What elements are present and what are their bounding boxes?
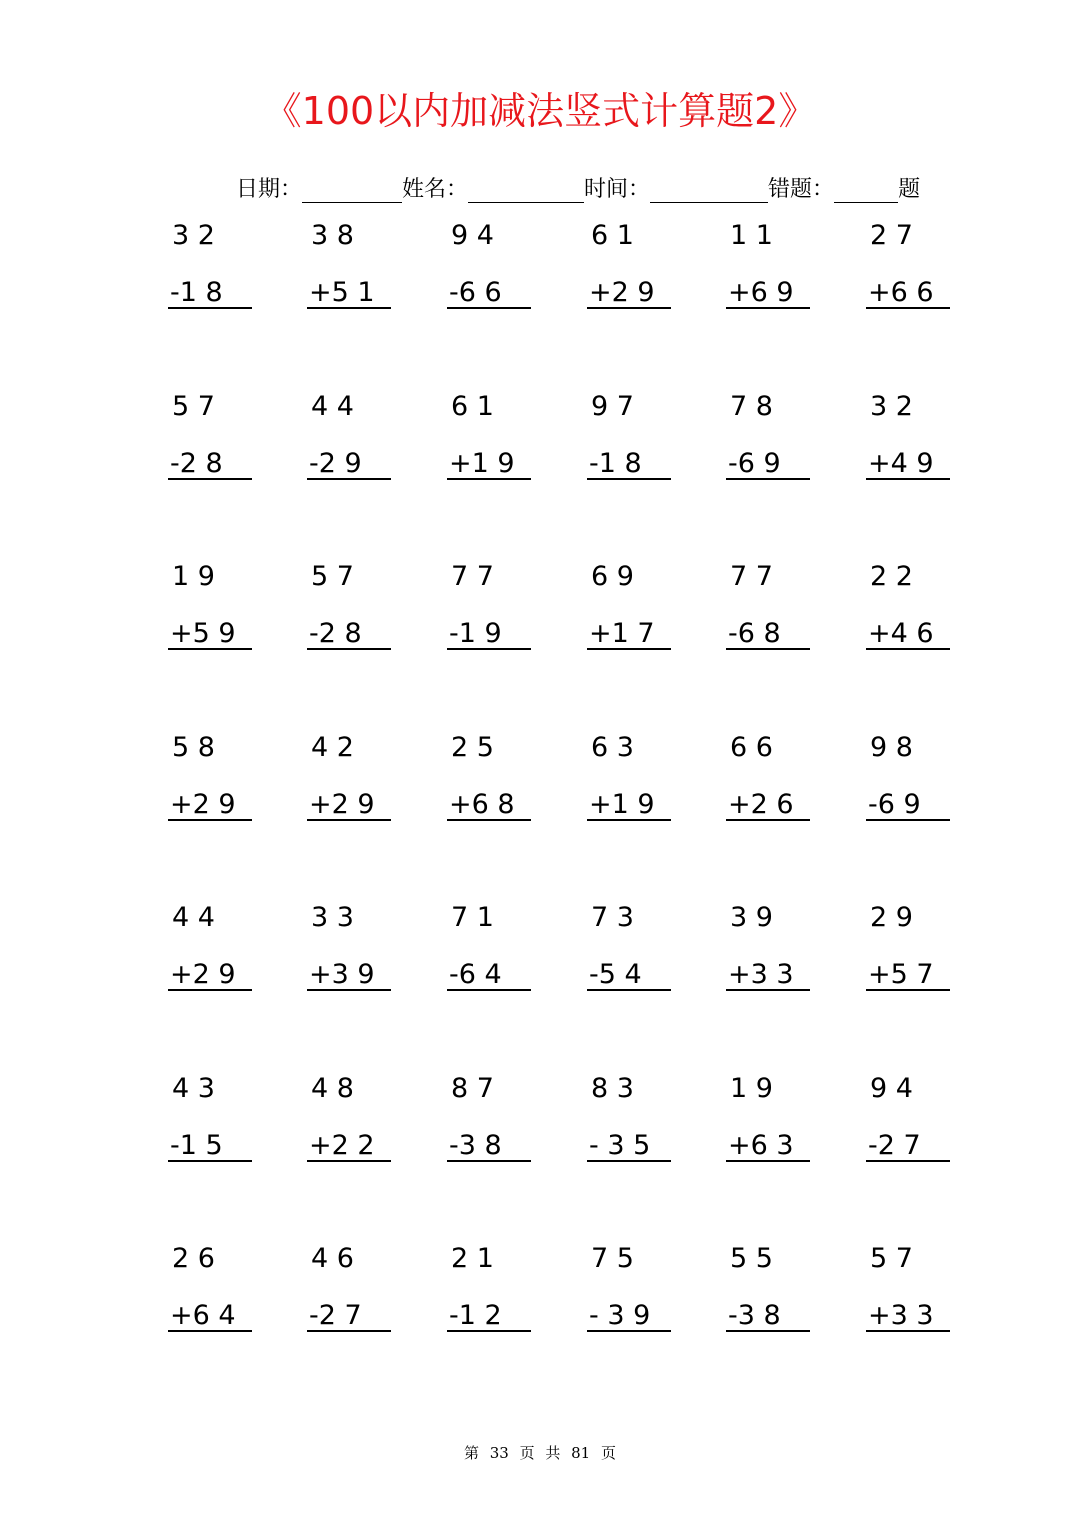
answer-line [726,478,810,480]
answer-line [587,819,671,821]
answer-line [307,307,391,309]
second-operand: -2 9 [309,447,362,479]
page-footer: 第 33 页 共 81 页 [463,1444,616,1462]
first-operand: 3 3 [311,902,354,933]
first-operand: 7 5 [591,1243,634,1274]
answer-line [726,648,810,650]
name-label: 姓名： [402,177,469,202]
answer-line [447,307,531,309]
first-operand: 6 1 [591,220,634,251]
answer-line [866,478,950,480]
second-operand: +2 9 [170,788,236,820]
answer-line [866,1160,950,1162]
first-operand: 6 1 [451,390,494,422]
second-operand: -3 8 [728,1300,781,1331]
first-operand: 5 7 [311,561,354,592]
second-operand: +1 9 [589,788,655,820]
first-operand: 8 3 [591,1072,634,1104]
first-operand: 3 2 [172,220,215,251]
answer-line [726,1330,810,1332]
page-title: 《100以内加减法竖式计算题2》 [263,89,817,133]
time-blank [650,176,768,203]
problem-row [0,385,1080,515]
answer-line [447,1330,531,1332]
first-operand: 2 9 [870,902,913,933]
errors-blank [834,176,898,203]
second-operand: +2 9 [309,788,375,820]
second-operand: +6 4 [170,1300,236,1331]
first-operand: 6 6 [730,731,773,763]
answer-line [866,1330,950,1332]
answer-line [447,478,531,480]
answer-line [587,648,671,650]
answer-line [587,1330,671,1332]
second-operand: - 3 5 [589,1129,651,1161]
time-label: 时间： [584,177,651,202]
first-operand: 2 1 [451,1243,494,1274]
first-operand: 9 7 [591,390,634,422]
first-operand: 4 8 [311,1072,354,1104]
first-operand: 7 1 [451,902,494,933]
answer-line [587,307,671,309]
first-operand: 3 8 [311,220,354,251]
answer-line [168,819,252,821]
answer-line [587,1160,671,1162]
first-operand: 3 2 [870,390,913,422]
second-operand: -1 2 [449,1300,502,1331]
answer-line [168,307,252,309]
first-operand: 2 7 [870,220,913,251]
first-operand: 3 9 [730,902,773,933]
first-operand: 4 2 [311,731,354,763]
first-operand: 5 7 [172,390,215,422]
first-operand: 9 4 [451,220,494,251]
problem-row [0,726,1080,856]
second-operand: +4 6 [868,618,934,649]
answer-line [447,989,531,991]
second-operand: +2 9 [170,959,236,990]
answer-line [168,989,252,991]
problem-row [0,1237,1080,1367]
second-operand: +5 1 [309,277,375,308]
first-operand: 5 5 [730,1243,773,1274]
first-operand: 4 4 [311,390,354,422]
second-operand: +6 9 [728,277,794,308]
answer-line [307,648,391,650]
second-operand: - 3 9 [589,1300,651,1331]
problem-row [0,896,1080,1026]
answer-line [168,1160,252,1162]
second-operand: +1 7 [589,618,655,649]
second-operand: -1 8 [170,277,223,308]
answer-line [168,1330,252,1332]
first-operand: 1 1 [730,220,773,251]
answer-line [447,1160,531,1162]
answer-line [726,307,810,309]
errors-unit: 题 [898,177,921,202]
first-operand: 6 9 [591,561,634,592]
first-operand: 4 6 [311,1243,354,1274]
problem-row [0,1067,1080,1197]
answer-line [587,478,671,480]
date-label: 日期： [236,177,303,202]
answer-line [307,1160,391,1162]
problem-row [0,214,1080,344]
answer-line [726,989,810,991]
second-operand: +2 9 [589,277,655,308]
first-operand: 5 8 [172,731,215,763]
second-operand: +3 3 [868,1300,934,1331]
answer-line [866,307,950,309]
name-blank [468,176,584,203]
answer-line [307,819,391,821]
first-operand: 5 7 [870,1243,913,1274]
second-operand: -2 8 [170,447,223,479]
answer-line [866,989,950,991]
second-operand: -2 7 [868,1129,921,1161]
first-operand: 2 6 [172,1243,215,1274]
header-fields [236,172,920,203]
second-operand: -5 4 [589,959,642,990]
problem-row [0,555,1080,685]
first-operand: 7 3 [591,902,634,933]
second-operand: +5 9 [170,618,236,649]
second-operand: -6 6 [449,277,502,308]
first-operand: 4 4 [172,902,215,933]
second-operand: +2 6 [728,788,794,820]
errors-label: 错题： [768,177,835,202]
answer-line [168,478,252,480]
second-operand: -3 8 [449,1129,502,1161]
first-operand: 7 8 [730,390,773,422]
second-operand: -6 4 [449,959,502,990]
second-operand: +6 3 [728,1129,794,1161]
answer-line [168,648,252,650]
answer-line [447,819,531,821]
problem-grid [0,214,1080,1364]
first-operand: 4 3 [172,1072,215,1104]
first-operand: 7 7 [451,561,494,592]
answer-line [447,648,531,650]
second-operand: +3 3 [728,959,794,990]
answer-line [307,1330,391,1332]
second-operand: +2 2 [309,1129,375,1161]
second-operand: -1 5 [170,1129,223,1161]
second-operand: -6 8 [728,618,781,649]
answer-line [587,989,671,991]
first-operand: 9 8 [870,731,913,763]
second-operand: -1 9 [449,618,502,649]
answer-line [726,819,810,821]
answer-line [866,648,950,650]
second-operand: +5 7 [868,959,934,990]
first-operand: 9 4 [870,1072,913,1104]
first-operand: 2 2 [870,561,913,592]
date-blank [302,176,402,203]
second-operand: +1 9 [449,447,515,479]
answer-line [307,989,391,991]
first-operand: 2 5 [451,731,494,763]
answer-line [866,819,950,821]
second-operand: -6 9 [728,447,781,479]
first-operand: 6 3 [591,731,634,763]
second-operand: +6 8 [449,788,515,820]
first-operand: 1 9 [172,561,215,592]
second-operand: +6 6 [868,277,934,308]
answer-line [726,1160,810,1162]
second-operand: -1 8 [589,447,642,479]
first-operand: 1 9 [730,1072,773,1104]
answer-line [307,478,391,480]
second-operand: -2 8 [309,618,362,649]
second-operand: -2 7 [309,1300,362,1331]
first-operand: 8 7 [451,1072,494,1104]
first-operand: 7 7 [730,561,773,592]
second-operand: -6 9 [868,788,921,820]
second-operand: +3 9 [309,959,375,990]
second-operand: +4 9 [868,447,934,479]
